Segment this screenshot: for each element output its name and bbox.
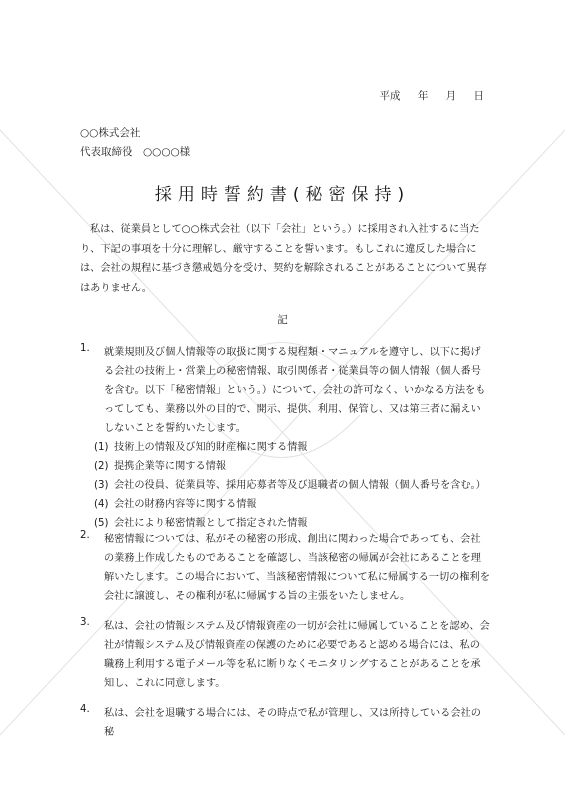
- sub-item-number: (1): [94, 442, 109, 453]
- clause-4: [80, 704, 490, 742]
- sub-item: [94, 457, 490, 476]
- clause-text: 私は、会社を退職する場合には、その時点で私が管理し、又は所持している会社の秘: [104, 708, 481, 738]
- clause-number: 1.: [80, 343, 90, 354]
- date-line: [379, 88, 484, 103]
- sub-item-text: 会社により秘密情報として指定された情報: [114, 518, 308, 529]
- ki-heading: 記: [277, 314, 288, 326]
- clause-number: 3.: [80, 617, 90, 628]
- sub-item: [94, 438, 490, 457]
- date-month: 月: [445, 90, 457, 102]
- clause-1: [80, 343, 490, 533]
- clause-text: 就業規則及び個人情報等の取扱に関する規程類・マニュアルを遵守し、以下に掲げる会社の技術上・営業上の秘密情報、取引関係者・従業員等の個人情報（個人番号を含む。以下「秘密情報」という。）について、会社の許可なく、いかなる方法をもってしても、業務以外の目的で、開示、提供、利用、保管し、又は第三者に漏えいしないことを誓約いたします。: [104, 347, 486, 434]
- sub-item-number: (3): [94, 480, 109, 491]
- sub-item-text: 会社の財務内容等に関する情報: [114, 499, 257, 510]
- sub-item-text: 提携企業等に関する情報: [114, 461, 227, 472]
- date-day: 日: [473, 90, 484, 102]
- date-year: 年: [417, 90, 429, 102]
- clause-number: 4.: [80, 704, 90, 715]
- document-title: 採用時誓約書(秘密保持): [154, 185, 411, 205]
- clause-text: 秘密情報については、私がその秘密の形成、創出に関わった場合であっても、会社の業務上作成したものであることを確認し、当該秘密の帰属が会社にあることを理解いたします。この場合において、当該秘密情報について私に帰属する一切の権利を会社に譲渡し、その権利が私に帰属する旨の主張をいたしません。: [104, 534, 490, 602]
- intro-paragraph: 私は、従業員として○○株式会社（以下「会社」という。）に採用され入社するに当たり、下記の事項を十分に理解し、厳守することを誓います。もしこれに違反した場合には、会社の規程に基づき懲戒処分を受け、契約を解除されることがあることについて異存はありません。: [80, 224, 487, 294]
- clause-3: [80, 617, 490, 693]
- sub-item-number: (2): [94, 461, 109, 472]
- addressee-company: ○○株式会社: [80, 127, 141, 139]
- date-era: 平成: [379, 90, 401, 102]
- addressee-block: [80, 124, 190, 162]
- sub-item-number: (4): [94, 499, 109, 510]
- clause-2: [80, 530, 490, 606]
- sub-item-number: (5): [94, 518, 109, 529]
- sub-item: [94, 476, 490, 495]
- sub-item: [94, 495, 490, 514]
- clause-number: 2.: [80, 530, 90, 541]
- sub-item-text: 技術上の情報及び知的財産権に関する情報: [114, 442, 308, 453]
- clause-text: 私は、会社の情報システム及び情報資産の一切が会社に帰属していることを認め、会社が情報システム及び情報資産の保護のために必要であると認める場合には、私の職務上利用する電子メール等を私に断りなくモニタリングすることがあることを承知し、これに同意します。: [104, 621, 490, 689]
- sub-item-text: 会社の役員、従業員等、採用応募者等及び退職者の個人情報（個人番号を含む。）: [114, 480, 486, 491]
- addressee-representative: 代表取締役 ○○○○様: [80, 146, 191, 158]
